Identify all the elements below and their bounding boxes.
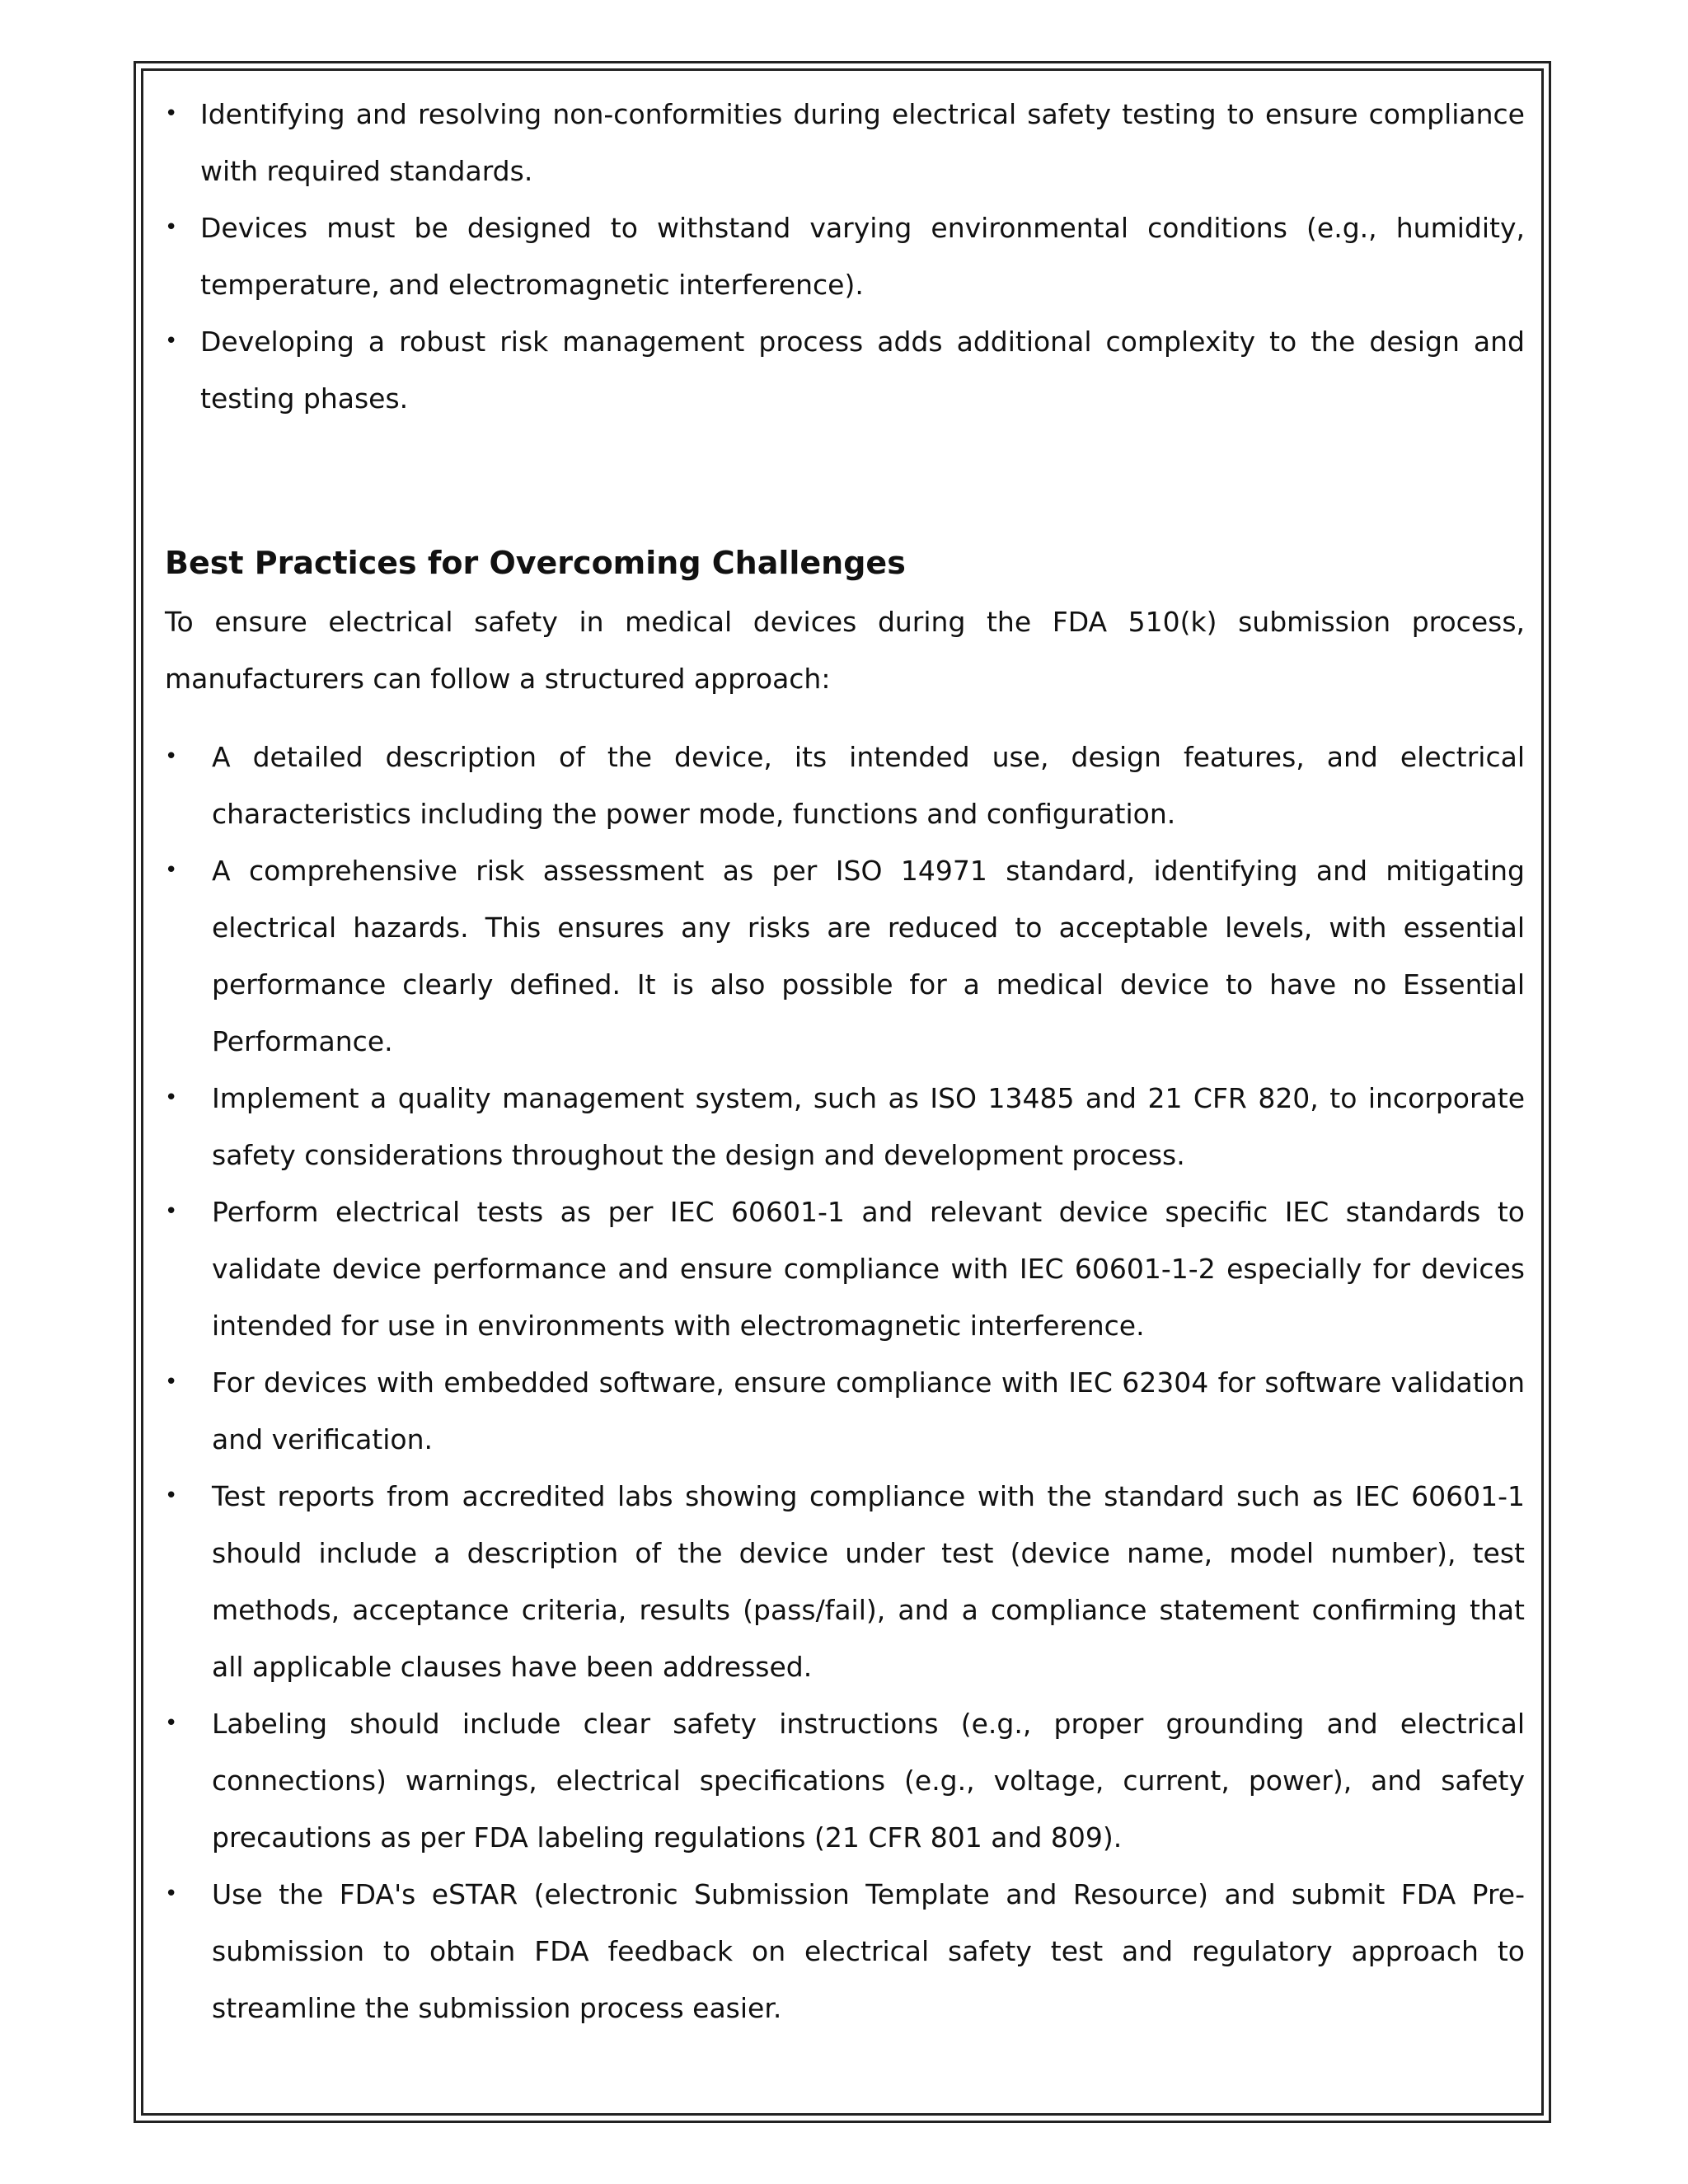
list-item: [165, 86, 1525, 199]
list-item-text: Devices must be designed to withstand varying environmental conditions (e.g., humidity, temperature, and electromagnetic interference).: [200, 212, 1525, 301]
challenges-list: [165, 86, 1525, 427]
list-item: [165, 1183, 1525, 1354]
bullet-icon: •: [165, 101, 178, 126]
list-item: [165, 1695, 1525, 1866]
bullet-icon: •: [165, 1882, 178, 1906]
list-item-text: Implement a quality management system, such as ISO 13485 and 21 CFR 820, to incorporate safety considerations throughout the design and development process.: [212, 1082, 1525, 1171]
list-item: [165, 729, 1525, 842]
list-item: [165, 1354, 1525, 1468]
list-item-text: Use the FDA's eSTAR (electronic Submission Template and Resource) and submit FDA Pre-submission to obtain FDA feedback on electrical safety test and regulatory approach to streamline the submission process easier.: [212, 1878, 1525, 2024]
list-item: [165, 1070, 1525, 1183]
list-item: [165, 842, 1525, 1070]
list-item-text: Identifying and resolving non-conformities during electrical safety testing to ensure compliance with required standards.: [200, 98, 1525, 187]
list-item-text: Labeling should include clear safety instructions (e.g., proper grounding and electrical connections) warnings, electrical specifications (e.g., voltage, current, power), and safety precautions as per FDA labeling regulations (21 CFR 801 and 809).: [212, 1708, 1525, 1854]
document-body: [165, 86, 1525, 2036]
intro-paragraph: To ensure electrical safety in medical devices during the FDA 510(k) submission process, manufacturers can follow a structured approach:: [165, 606, 1525, 695]
bullet-icon: •: [165, 858, 178, 883]
list-item-text: Perform electrical tests as per IEC 60601-1 and relevant device specific IEC standards to validate device performance and ensure compliance with IEC 60601-1-2 especially for devices intended for use in environments with electromagnetic interference.: [212, 1196, 1525, 1342]
list-item: [165, 1866, 1525, 2036]
list-item-text: For devices with embedded software, ensure compliance with IEC 62304 for software validation and verification.: [212, 1366, 1525, 1455]
section-heading: Best Practices for Overcoming Challenges: [165, 545, 906, 581]
bullet-icon: •: [165, 1483, 178, 1508]
bullet-icon: •: [165, 744, 178, 769]
list-item-text: Test reports from accredited labs showing compliance with the standard such as IEC 60601-1 should include a description of the device under test (device name, model number), test methods, acceptance criteria, results (pass/fail), and a compliance statement confirming that all applicable clauses have been addressed.: [212, 1480, 1525, 1683]
list-item-text: Developing a robust risk management process adds additional complexity to the design and testing phases.: [200, 326, 1525, 415]
bullet-icon: •: [165, 329, 178, 354]
bullet-icon: •: [165, 1085, 178, 1110]
list-item-text: A detailed description of the device, its intended use, design features, and electrical characteristics including the power mode, functions and configuration.: [212, 741, 1525, 830]
bullet-icon: •: [165, 1370, 178, 1394]
list-item: [165, 199, 1525, 313]
bullet-icon: •: [165, 1711, 178, 1736]
best-practices-list: [165, 729, 1525, 2036]
list-item: [165, 1468, 1525, 1695]
list-item-text: A comprehensive risk assessment as per ISO 14971 standard, identifying and mitigating electrical hazards. This ensures any risks are reduced to acceptable levels, with essential performance clearly defined. It is also possible for a medical device to have no Essential Performance.: [212, 855, 1525, 1057]
list-item: [165, 313, 1525, 427]
bullet-icon: •: [165, 215, 178, 240]
bullet-icon: •: [165, 1199, 178, 1224]
